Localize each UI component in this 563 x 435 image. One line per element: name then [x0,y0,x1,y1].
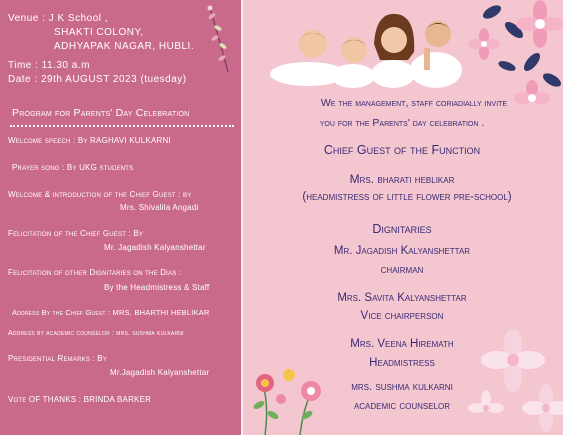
event-time: Time : 11.30 a.m [8,60,90,71]
chief-guest-role: (headmistress of little flower pre-school) [302,191,512,203]
program-item: Presidential Remarks : By [8,354,108,363]
dignitary-name: mrs. sushma kulkarni [351,381,453,393]
program-item: Address by academic counselor : mrs. sushma kulkarni [8,330,184,337]
dignitary-name: Mrs. Veena Hiremath [350,338,454,350]
venue-line1: Venue : J K School , [8,13,109,24]
program-title: Program for Parents' Day Celebration [12,107,190,119]
program-item-detail: Mr. Jagadish Kalyanshettar [104,243,206,252]
dignitary-role: academic counselor [353,400,451,412]
dignitary-name: Mrs. Savita Kalyanshettar [337,292,467,304]
dignitary-role: Headmistress [369,357,435,369]
dignitary-role: Vice chairperson [360,310,444,322]
program-item-detail: Mrs. Shivalila Angadi [120,203,199,212]
chief-guest-heading: Chief Guest of the Function [323,143,481,157]
dignitaries-heading: Dignitaries [372,222,432,236]
dignitary-name: Mr. Jagadish Kalyanshettar [333,245,471,257]
program-item-detail: Mr.Jagadish Kalyanshettar [110,368,210,377]
program-item: Address By the Chief Guest : MRS. BHARTHI HEBLIKAR [12,308,210,317]
floral-sprig-icon [198,2,243,74]
program-item: Felicitation of the Chief Guest : By [8,229,144,238]
event-date: Date : 29th AUGUST 2023 (tuesday) [8,74,187,85]
venue-line3: ADHYAPAK NAGAR, HUBLI. [54,41,195,52]
venue-line2: SHAKTI COLONY, [54,27,144,38]
flower-decoration-icon [462,0,563,110]
program-item: Felicitation of other Dignitaries on the Dias : [8,268,182,277]
program-item-detail: By the Headmistress & Staff [104,283,210,292]
program-item: Welcome & introduction of the Chief Guest : by [8,190,192,199]
program-item: Prayer song : By UKG students [12,163,134,172]
program-item: Vote OF THANKS : BRINDA BARKER [8,395,152,404]
invitation-line1: We the management, staff coriadially invite [320,97,508,109]
dignitary-role: chairman [380,264,424,276]
family-photo [268,4,468,90]
invitation-line2: you for the Parents' day celebration . [319,117,485,129]
title-divider [10,125,234,127]
chief-guest-name: Mrs. bharati heblikar [349,172,455,186]
program-item: Welcome speech : By RAGHAVI KULKARNI [8,136,171,145]
